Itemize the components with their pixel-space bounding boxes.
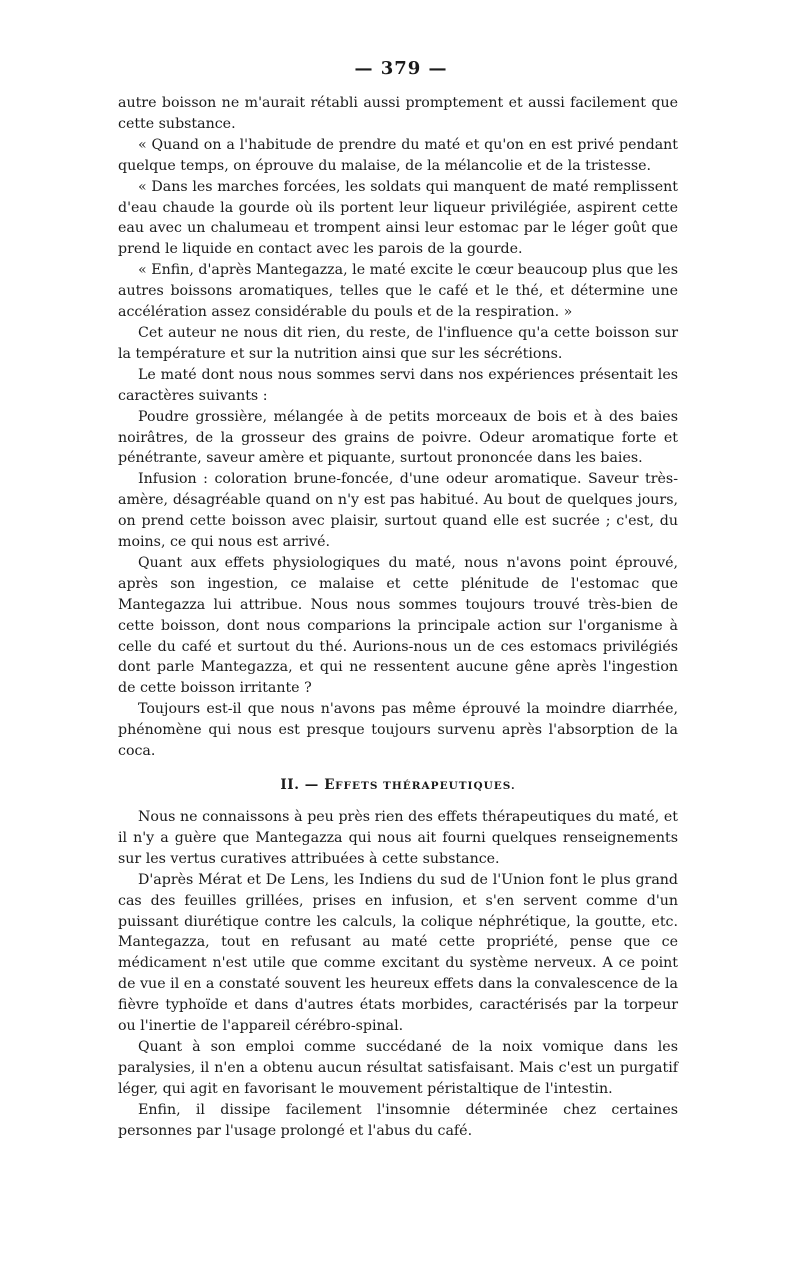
body-text-bottom: [118, 807, 678, 1142]
paragraph: Infusion : coloration brune-foncée, d'une odeur aromatique. Saveur très-amère, désagréable quand on n'y est pas habitué. Au bout de quelques jours, on prend cette boisson avec plaisir, surtout quand elle est sucrée ; c'est, du moins, ce qui nous est arrivé.: [118, 471, 678, 551]
paragraph: Poudre grossière, mélangée à de petits morceaux de bois et à des baies noirâtres, de la grosseur des grains de poivre. Odeur aromatique forte et pénétrante, saveur amère et piquante, surtout prononcée dans les baies.: [118, 408, 678, 467]
document-page: [118, 58, 678, 1142]
paragraph: Cet auteur ne nous dit rien, du reste, de l'influence qu'a cette boisson sur la température et sur la nutrition ainsi que sur les sécrétions.: [118, 324, 678, 362]
body-text-top: [118, 93, 678, 762]
page-number: — 379 —: [354, 58, 448, 79]
paragraph: autre boisson ne m'aurait rétabli aussi promptement et aussi facilement que cette substance.: [118, 95, 678, 132]
paragraph: « Enfin, d'après Mantegazza, le maté excite le cœur beaucoup plus que les autres boissons aromatiques, telles que le café et le thé, et détermine une accélération assez considérable du pouls et de la respiration. »: [118, 262, 678, 321]
paragraph: Quant à son emploi comme succédané de la noix vomique dans les paralysies, il n'en a obtenu aucun résultat satisfaisant. Mais c'est un purgatif léger, qui agit en favorisant le mouvement péristaltique de l'intestin.: [118, 1038, 678, 1097]
section-heading-title: FFETS THÉRAPEUTIQUES.: [335, 780, 516, 792]
paragraph: Enfin, il dissipe facilement l'insomnie déterminée chez certaines personnes par l'usage prolongé et l'abus du café.: [118, 1101, 678, 1139]
section-heading: [118, 777, 678, 793]
paragraph: « Dans les marches forcées, les soldats qui manquent de maté remplissent d'eau chaude la gourde où ils portent leur liqueur privilégiée, aspirent cette eau avec un chalumeau et trompent ainsi leur estomac par le léger goût que prend le liquide en contact avec les parois de la gourde.: [118, 178, 678, 258]
paragraph: D'après Mérat et De Lens, les Indiens du sud de l'Union font le plus grand cas des feuilles grillées, prises en infusion, et s'en servent comme d'un puissant diurétique contre les calculs, la colique néphrétique, la goutte, etc. Mantegazza, tout en refusant au maté cette propriété, pense que ce médicament n'est utile que comme excitant du système nerveux. A ce point de vue il en a constaté souvent les heureux effets dans la convalescence de la fièvre typhoïde et dans d'autres états morbides, caractérisés par la torpeur ou l'inertie de l'appareil cérébro-spinal.: [118, 871, 678, 1035]
paragraph: « Quand on a l'habitude de prendre du maté et qu'on en est privé pendant quelque temps, on éprouve du malaise, de la mélancolie et de la tristesse.: [118, 136, 678, 174]
paragraph: Nous ne connaissons à peu près rien des effets thérapeutiques du maté, et il n'y a guère que Mantegazza qui nous ait fourni quelques renseignements sur les vertus curatives attribuées à cette substance.: [118, 809, 678, 867]
paragraph: Le maté dont nous nous sommes servi dans nos expériences présentait les caractères suivants :: [118, 366, 678, 404]
paragraph: Toujours est-il que nous n'avons pas même éprouvé la moindre diarrhée, phénomène qui nous est presque toujours survenu après l'absorption de la coca.: [118, 701, 678, 760]
paragraph: Quant aux effets physiologiques du maté, nous n'avons point éprouvé, après son ingestion, ce malaise et cette plénitude de l'estomac que Mantegazza lui attribue. Nous nous sommes toujours trouvé très-bien de cette boisson, dont nous comparions la principale action sur l'organisme à celle du café et surtout du thé. Aurions-nous un de ces estomacs privilégiés dont parle Mantegazza, et qui ne ressentent aucune gêne après l'ingestion de cette boisson irritante ?: [118, 554, 678, 697]
section-heading-number: II. — E: [280, 777, 336, 793]
